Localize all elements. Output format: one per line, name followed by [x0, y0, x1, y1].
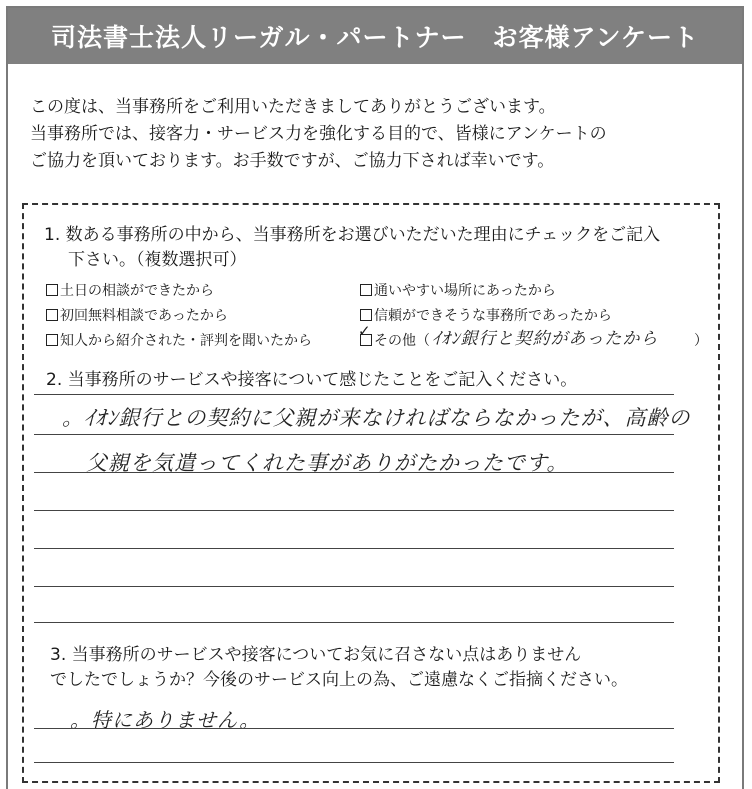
- checkmark-icon: ✓: [358, 322, 371, 340]
- intro-line: 当事務所では、接客力・サービス力を強化する目的で、皆様にアンケートの: [30, 124, 607, 144]
- close-paren: ）: [694, 333, 708, 349]
- question-3: 3. 当事務所のサービスや接客についてお気に召さない点はありません: [50, 645, 582, 665]
- option-label: その他（: [374, 333, 430, 349]
- answer-line: [34, 548, 674, 549]
- answer-line: [34, 586, 674, 587]
- answer-line: [34, 728, 674, 729]
- question-3-continued: でしたでしょうか？今後のサービス向上の為、ご遠慮なくご指摘ください。: [50, 670, 628, 690]
- answer-line: [34, 510, 674, 511]
- checkbox[interactable]: [46, 284, 58, 296]
- other-handwritten-answer: ｲｵﾝ銀行と契約があったから: [432, 329, 659, 349]
- question-3-answer: 。特にありません。: [70, 708, 261, 732]
- checkbox[interactable]: [46, 334, 58, 346]
- checkbox[interactable]: [360, 309, 372, 321]
- checkbox[interactable]: [360, 284, 372, 296]
- option-trustworthy[interactable]: [360, 305, 612, 325]
- option-label: 知人から紹介された・評判を聞いたから: [60, 333, 312, 349]
- question-1: 1. 数ある事務所の中から、当事務所をお選びいただいた理由にチェックをご記入: [44, 225, 661, 245]
- answer-line: [34, 394, 674, 395]
- option-label: 初回無料相談であったから: [60, 308, 228, 324]
- question-2-answer-line-2: 父親を気遣ってくれた事がありがたかったです。: [86, 451, 569, 475]
- question-1-continued: 下さい。（複数選択可）: [68, 250, 247, 270]
- answer-line: [34, 434, 674, 435]
- intro-text: [30, 94, 720, 175]
- intro-line: ご協力を頂いております。お手数ですが、ご協力下されば幸いです。: [30, 151, 555, 171]
- checkbox[interactable]: [46, 309, 58, 321]
- option-convenient-location[interactable]: [360, 280, 556, 300]
- option-label: 信頼ができそうな事務所であったから: [374, 308, 612, 324]
- intro-line: この度は、当事務所をご利用いただきましてありがとうございます。: [30, 97, 556, 117]
- answer-line: [34, 762, 674, 763]
- option-label: 土日の相談ができたから: [60, 283, 214, 299]
- option-label: 通いやすい場所にあったから: [374, 283, 556, 299]
- option-free-consult[interactable]: [46, 305, 228, 325]
- page-title: 司法書士法人リーガル・パートナー お客様アンケート: [8, 8, 742, 64]
- question-2-answer-line-1: 。ｲｵﾝ銀行との契約に父親が来なければならなかったが、高齢の: [62, 406, 691, 430]
- option-weekend-consult[interactable]: [46, 280, 214, 300]
- answer-line: [34, 622, 674, 623]
- answer-line: [34, 472, 674, 473]
- question-2: 2. 当事務所のサービスや接客について感じたことをご記入ください。: [46, 370, 578, 390]
- option-referral[interactable]: [46, 330, 312, 350]
